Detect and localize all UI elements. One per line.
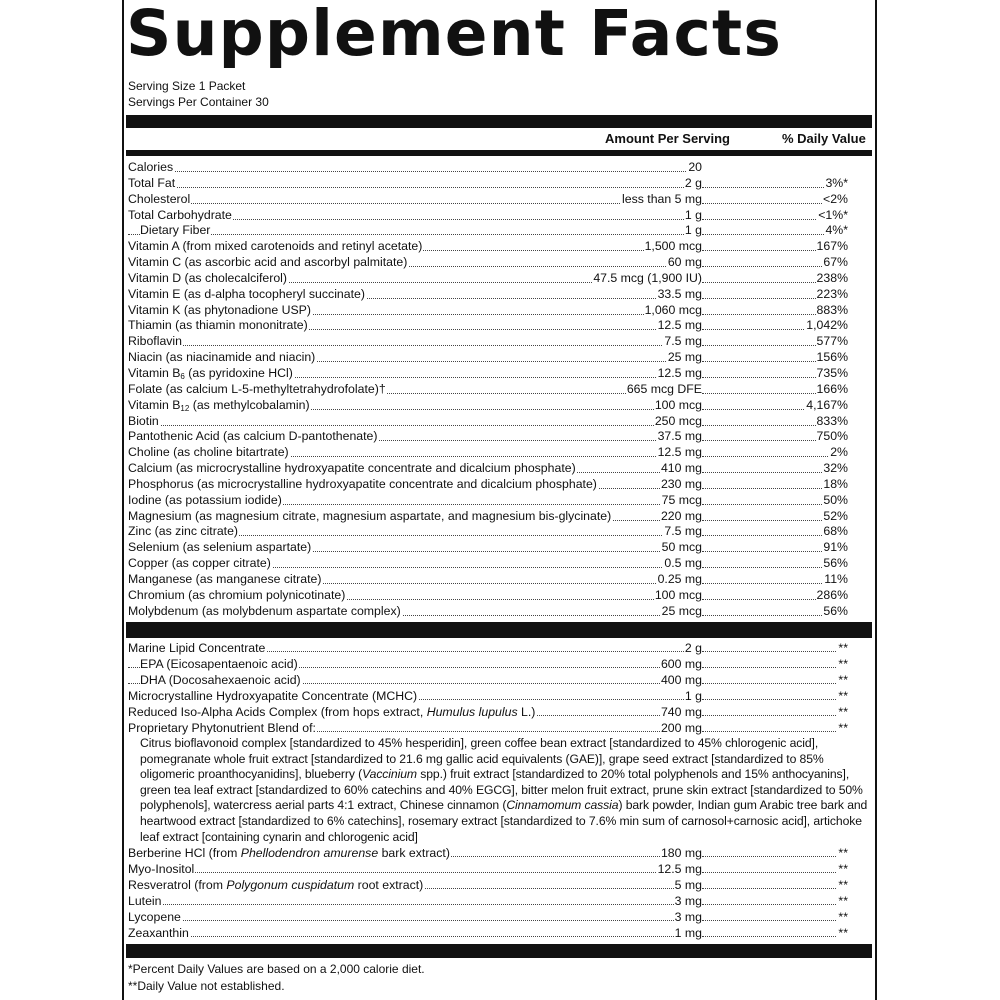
daily-value: ** <box>838 846 848 860</box>
table-row <box>128 493 872 509</box>
amount-value: 12.5 mg <box>657 318 702 333</box>
dot-leader <box>128 192 702 204</box>
latin-name: Phellodendron amurense <box>240 846 379 860</box>
amount-value: 220 mg <box>660 508 702 523</box>
amount-value: less than 5 mg <box>622 191 702 206</box>
nutrient-name-text: Thiamin (as thiamin mononitrate) <box>128 318 308 333</box>
nutrient-name <box>128 720 317 736</box>
nutrient-name <box>128 255 408 271</box>
amount-value: 3 mg <box>674 894 702 908</box>
amount-value: 600 mg <box>660 657 702 671</box>
amount-value: 1,060 mcg <box>644 302 702 317</box>
table-row <box>128 604 872 620</box>
divider-below-header <box>126 150 872 156</box>
table-row <box>128 318 872 334</box>
table-row <box>128 287 872 303</box>
daily-value: 286% <box>816 587 848 602</box>
nutrient-name <box>128 604 402 620</box>
dot-leader <box>128 893 702 905</box>
nutrient-name <box>140 656 299 672</box>
nutrient-name-text: Vitamin C (as ascorbic acid and ascorbyl palmitate) <box>128 255 408 270</box>
thick-divider-middle <box>126 622 872 638</box>
amount-value: 100 mcg <box>654 587 702 602</box>
table-row <box>128 398 872 414</box>
dot-leader <box>702 640 848 652</box>
thick-divider-bottom <box>126 944 872 958</box>
daily-value: ** <box>838 862 848 876</box>
nutrient-list <box>128 160 872 619</box>
table-row <box>128 540 872 556</box>
nutrient-name-text: DHA (Docosahexaenoic acid) <box>140 673 301 687</box>
daily-value: 50% <box>823 492 848 507</box>
daily-value: 4,167% <box>806 397 848 412</box>
amount-value: 1 g <box>684 223 702 238</box>
nutrient-name-text: Pantothenic Acid (as calcium D-pantothenate) <box>128 429 378 444</box>
table-row <box>128 271 872 287</box>
daily-value: 166% <box>816 381 848 396</box>
amount-value: 100 mcg <box>654 397 702 412</box>
nutrient-name-text: Vitamin K (as phytonadione USP) <box>128 302 311 317</box>
nutrient-name-text: Riboflavin <box>128 334 182 349</box>
table-row <box>128 366 872 382</box>
nutrient-name <box>128 287 366 303</box>
dot-leader <box>702 893 848 905</box>
nutrient-name-text: Total Fat <box>128 175 176 190</box>
nutrient-name <box>128 845 451 861</box>
nutrient-name-text: Magnesium (as magnesium citrate, magnesium aspartate, and magnesium bis-glycinate) <box>128 508 612 523</box>
dot-leader <box>702 656 848 668</box>
table-row <box>128 176 872 192</box>
daily-value: 167% <box>816 239 848 254</box>
table-row <box>128 429 872 445</box>
blend-text: spp.) fruit extract [standardized to 20% total polyphenols and 15% anthocyanins], green tea leaf extract [standardized to 60% catechins and 40% EGCG], bitter melon fruit extract, prune skin extract [standardized to 50% polyphenols], watercress aerial parts 4:1 extract, Chinese cinnamon ( <box>140 767 863 813</box>
daily-value: ** <box>838 721 848 735</box>
amount-value: 2 g <box>684 641 702 655</box>
nutrient-name-text: Proprietary Phytonutrient Blend of: <box>128 721 316 735</box>
nutrient-name <box>128 382 387 398</box>
amount-value: 12.5 mg <box>657 862 702 876</box>
daily-value: 68% <box>823 524 848 539</box>
amount-value: 230 mg <box>660 476 702 491</box>
dot-leader <box>128 176 702 188</box>
daily-value: ** <box>838 910 848 924</box>
table-row <box>128 524 872 540</box>
daily-value: 223% <box>816 286 848 301</box>
nutrient-subscript: 6 <box>180 371 185 381</box>
nutrient-name-text: Berberine HCl (from <box>128 846 241 860</box>
amount-value: 37.5 mg <box>657 429 702 444</box>
daily-value: ** <box>838 641 848 655</box>
daily-value: ** <box>838 689 848 703</box>
amount-value: 1 mg <box>674 926 702 940</box>
nutrient-name-text: Cholesterol <box>128 191 191 206</box>
nutrient-name <box>128 239 423 255</box>
thick-divider-top <box>126 115 872 128</box>
table-row <box>128 350 872 366</box>
nutrient-name-text: Calcium (as microcrystalline hydroxyapatite concentrate and dicalcium phosphate) <box>128 461 576 476</box>
table-row <box>128 208 872 224</box>
latin-name: Humulus lupulus <box>426 705 518 719</box>
nutrient-name <box>128 925 190 941</box>
nutrient-name <box>128 303 312 319</box>
table-row <box>128 704 872 720</box>
daily-value: 577% <box>816 334 848 349</box>
nutrient-name <box>128 688 418 704</box>
table-row <box>128 382 872 398</box>
daily-value: 18% <box>823 476 848 491</box>
nutrient-name <box>128 160 174 176</box>
amount-value: 1 g <box>684 207 702 222</box>
nutrient-name-text: Vitamin B <box>128 397 181 412</box>
table-row <box>128 509 872 525</box>
table-row <box>128 688 872 704</box>
daily-value: ** <box>838 878 848 892</box>
nutrient-name-text: EPA (Eicosapentaenoic acid) <box>140 657 298 671</box>
nutrient-name-suffix: (as pyridoxine HCl) <box>184 365 293 380</box>
nutrient-name-text: Myo-Inositol <box>128 862 195 876</box>
daily-value: ** <box>838 673 848 687</box>
nutrient-name-text: Lutein <box>128 894 162 908</box>
nutrient-name-suffix: (as methylcobalamin) <box>189 397 310 412</box>
nutrient-name <box>128 414 160 430</box>
daily-value: ** <box>838 894 848 908</box>
nutrient-name <box>128 877 424 893</box>
daily-value: ** <box>838 705 848 719</box>
amount-value: 7.5 mg <box>664 524 702 539</box>
nutrient-name-text: Vitamin D (as cholecalciferol) <box>128 270 288 285</box>
daily-value: <1%* <box>818 207 848 222</box>
daily-value: 56% <box>823 603 848 618</box>
table-row <box>128 861 872 877</box>
nutrient-name <box>128 318 309 334</box>
other-ingredients-list-continued <box>128 845 872 941</box>
daily-value: 11% <box>824 571 848 586</box>
nutrient-name-text: Selenium (as selenium aspartate) <box>128 540 312 555</box>
other-ingredients-list <box>128 640 872 736</box>
nutrient-name <box>128 556 272 572</box>
phytonutrient-blend-description <box>140 736 870 845</box>
nutrient-name-text: Marine Lipid Concentrate <box>128 641 266 655</box>
daily-value-header: % Daily Value <box>782 131 866 146</box>
dot-leader <box>702 877 848 889</box>
amount-value: 1,500 mcg <box>644 239 702 254</box>
table-row <box>128 656 872 672</box>
dot-leader <box>702 445 848 457</box>
nutrient-name-text: Vitamin E (as d-alpha tocopheryl succinate) <box>128 286 365 301</box>
amount-value: 25 mcg <box>661 603 702 618</box>
latin-name: Vaccinium <box>362 767 417 782</box>
dot-leader <box>702 861 848 873</box>
daily-value: 1,042% <box>806 318 848 333</box>
nutrient-name <box>128 350 316 366</box>
nutrient-name <box>128 493 283 509</box>
nutrient-name <box>128 909 182 925</box>
table-row <box>128 223 872 239</box>
nutrient-name-text: Lycopene <box>128 910 181 924</box>
amount-value: 5 mg <box>674 878 702 892</box>
nutrient-name-text: Zinc (as zinc citrate) <box>128 524 239 539</box>
nutrient-subscript: 12 <box>180 403 190 413</box>
amount-value: 665 mcg DFE <box>626 381 702 396</box>
nutrient-name <box>128 445 290 461</box>
amount-value: 75 mcg <box>661 492 702 507</box>
dot-leader <box>702 925 848 937</box>
table-row <box>128 556 872 572</box>
nutrient-name-text: Calories <box>128 160 174 174</box>
table-row <box>128 640 872 656</box>
servings-per-container: Servings Per Container 30 <box>128 95 269 109</box>
nutrient-name-text: Molybdenum (as molybdenum aspartate complex) <box>128 603 401 618</box>
nutrient-name-text: Niacin (as niacinamide and niacin) <box>128 350 316 365</box>
nutrient-name-text: Resveratrol (from <box>128 878 227 892</box>
nutrient-name-text: Vitamin A (from mixed carotenoids and retinyl acetate) <box>128 239 423 254</box>
amount-value: 12.5 mg <box>657 365 702 380</box>
dot-leader <box>128 160 702 172</box>
dot-leader <box>702 688 848 700</box>
amount-value: 410 mg <box>660 461 702 476</box>
dot-leader <box>702 909 848 921</box>
nutrient-name <box>128 893 163 909</box>
nutrient-name-suffix: bark extract) <box>378 846 450 860</box>
daily-value: 4%* <box>825 223 848 238</box>
table-row <box>128 445 872 461</box>
table-row <box>128 925 872 941</box>
daily-value: 32% <box>823 461 848 476</box>
nutrient-name <box>128 461 577 477</box>
nutrient-name <box>128 208 233 224</box>
nutrient-name-text: Copper (as copper citrate) <box>128 556 271 571</box>
nutrient-name <box>128 524 239 540</box>
amount-value: 50 mcg <box>661 540 702 555</box>
nutrient-name <box>128 176 176 192</box>
latin-name: Cinnamomum cassia <box>506 798 619 813</box>
nutrient-name <box>128 540 312 556</box>
table-row <box>128 334 872 350</box>
nutrient-name-suffix: L.) <box>517 705 536 719</box>
nutrient-name-text: Dietary Fiber <box>140 223 211 238</box>
nutrient-name-text: Manganese (as manganese citrate) <box>128 571 322 586</box>
table-row <box>128 720 872 736</box>
dot-leader <box>128 223 702 238</box>
nutrient-name <box>128 271 288 287</box>
panel-title: Supplement Facts <box>126 0 783 70</box>
amount-value: 1 g <box>684 689 702 703</box>
dot-leader <box>702 720 848 732</box>
amount-value: 200 mg <box>660 721 702 735</box>
footnote-daily-value: *Percent Daily Values are based on a 2,000 calorie diet. <box>128 962 425 976</box>
daily-value: 735% <box>816 365 848 380</box>
dot-leader <box>702 845 848 857</box>
table-row <box>128 192 872 208</box>
amount-value: 20 <box>688 160 702 174</box>
table-row <box>128 572 872 588</box>
nutrient-name <box>128 477 598 493</box>
amount-value: 33.5 mg <box>657 286 702 301</box>
dot-leader <box>128 909 702 921</box>
daily-value: 238% <box>816 270 848 285</box>
daily-value: 833% <box>816 413 848 428</box>
nutrient-name-text: Total Carbohydrate <box>128 207 232 222</box>
daily-value: 156% <box>816 350 848 365</box>
nutrient-name <box>128 192 191 208</box>
table-row <box>128 588 872 604</box>
amount-value: 3 mg <box>674 910 702 924</box>
nutrient-name <box>128 640 266 656</box>
table-row <box>128 672 872 688</box>
nutrient-name-text: Zeaxanthin <box>128 926 189 940</box>
amount-value: 0.5 mg <box>664 556 702 571</box>
daily-value: 750% <box>816 429 848 444</box>
nutrient-name <box>128 588 346 604</box>
table-row <box>128 461 872 477</box>
nutrient-name-text: Iodine (as potassium iodide) <box>128 492 282 507</box>
daily-value: 91% <box>823 540 848 555</box>
daily-value: 3%* <box>825 175 848 190</box>
nutrient-name <box>140 672 302 688</box>
daily-value: ** <box>838 926 848 940</box>
table-row <box>128 303 872 319</box>
amount-value: 25 mg <box>667 350 702 365</box>
amount-value: 12.5 mg <box>657 445 702 460</box>
nutrient-name-text: Biotin <box>128 413 159 428</box>
dot-leader <box>128 925 702 937</box>
table-row <box>128 160 872 176</box>
amount-value: 250 mcg <box>654 413 702 428</box>
table-row <box>128 239 872 255</box>
amount-value: 0.25 mg <box>657 571 702 586</box>
latin-name: Polygonum cuspidatum <box>226 878 355 892</box>
dot-leader <box>702 672 848 684</box>
daily-value: 2% <box>830 445 848 460</box>
nutrient-name-text: Phosphorus (as microcrystalline hydroxyapatite concentrate and dicalcium phosphate) <box>128 476 597 491</box>
amount-per-serving-header: Amount Per Serving <box>605 131 730 146</box>
table-row <box>128 877 872 893</box>
nutrient-name-text: Reduced Iso-Alpha Acids Complex (from hops extract, <box>128 705 427 719</box>
amount-value: 180 mg <box>660 846 702 860</box>
nutrient-name <box>128 429 379 445</box>
daily-value: ** <box>838 657 848 671</box>
nutrient-name-text: Chromium (as chromium polynicotinate) <box>128 587 346 602</box>
nutrient-name <box>128 334 183 350</box>
dot-leader <box>702 704 848 716</box>
nutrient-name <box>140 223 211 239</box>
daily-value: 56% <box>823 556 848 571</box>
amount-value: 60 mg <box>667 255 702 270</box>
nutrient-name-text: Folate (as calcium L-5-methyltetrahydrofolate)† <box>128 381 386 396</box>
amount-value: 47.5 mcg (1,900 IU) <box>593 270 702 285</box>
amount-value: 2 g <box>684 175 702 190</box>
table-row <box>128 909 872 925</box>
nutrient-name-text: Vitamin B <box>128 365 181 380</box>
nutrient-name-suffix: root extract) <box>354 878 424 892</box>
table-row <box>128 255 872 271</box>
nutrient-name <box>128 704 536 720</box>
blend-text: Citrus bioflavonoid complex [standardized to 45% hesperidin], green coffee bean extract [standardized to 45% chlorogenic acid], pomegranate whole fruit extract [standardized to 21.6 mg gallic acid equivalents (GAE)], grape seed extract [standardized to 85% oligomeric proanthocyanidins], blueberry ( <box>140 736 824 782</box>
footnote-not-established: **Daily Value not established. <box>128 979 285 993</box>
blend-text: ) bark powder, Indian gum Arabic tree bark and heartwood extract [standardized to 6% catechins], rosemary extract [standardized to 7.6% min sum of carnosol+carnosic acid], artichoke leaf extract [containing cynarin and chlorogenic acid] <box>140 798 868 844</box>
amount-value: 7.5 mg <box>664 334 702 349</box>
daily-value: <2% <box>823 191 848 206</box>
dot-leader <box>128 861 702 873</box>
nutrient-name <box>128 861 195 877</box>
table-row <box>128 893 872 909</box>
nutrient-name-text: Microcrystalline Hydroxyapatite Concentrate (MCHC) <box>128 689 418 703</box>
dot-leader <box>128 334 702 349</box>
daily-value: 67% <box>823 255 848 270</box>
nutrient-name-text: Choline (as choline bitartrate) <box>128 445 289 460</box>
table-row <box>128 477 872 493</box>
amount-value: 740 mg <box>660 705 702 719</box>
nutrient-name <box>128 509 612 525</box>
serving-size: Serving Size 1 Packet <box>128 79 246 93</box>
amount-value: 400 mg <box>660 673 702 687</box>
table-row <box>128 845 872 861</box>
nutrient-name <box>128 572 322 588</box>
daily-value: 883% <box>816 302 848 317</box>
daily-value: 52% <box>823 508 848 523</box>
